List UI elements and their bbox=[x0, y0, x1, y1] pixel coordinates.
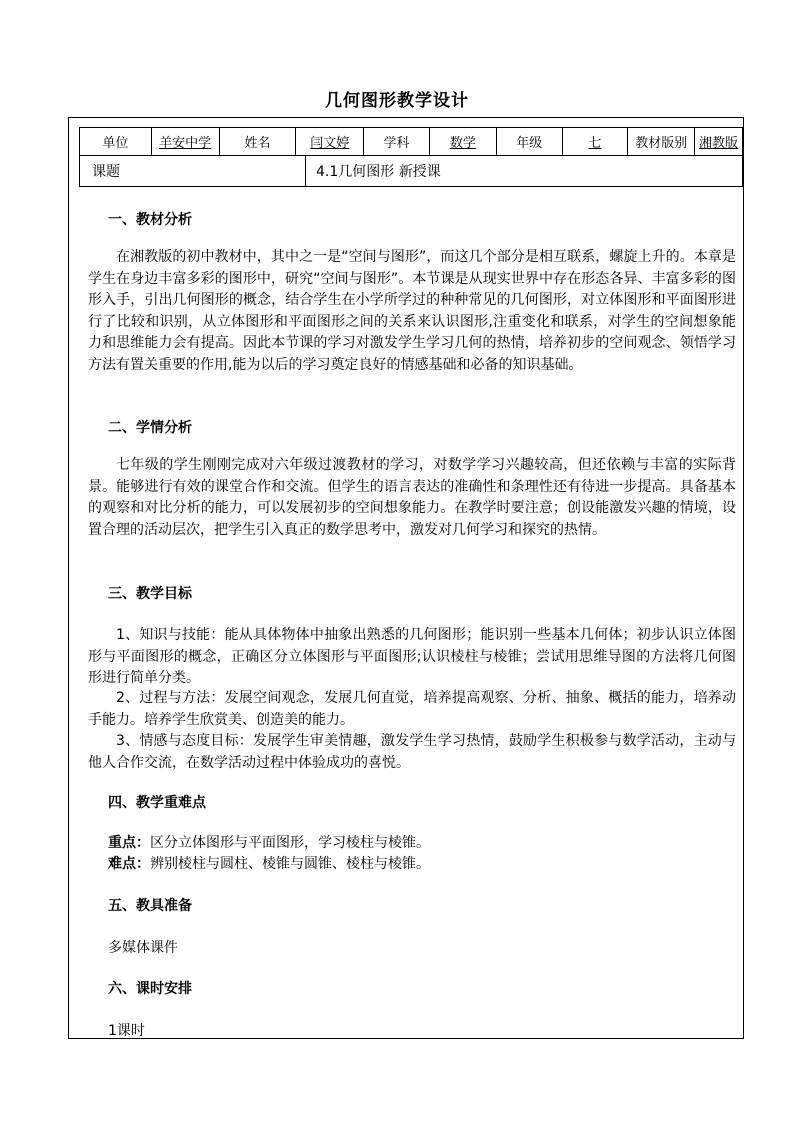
unit-value: 羊安中学 bbox=[152, 128, 220, 155]
document-title: 几何图形教学设计 bbox=[325, 91, 469, 111]
edition-label: 教材版别 bbox=[628, 128, 695, 155]
topic-value: 4.1几何图形 新授课 bbox=[316, 164, 441, 180]
section-2-text: 七年级的学生刚刚完成对六年级过渡教材的学习，对数学学习兴趣较高，但还依赖与丰富的实际背景。能够进行有效的课堂合作和交流。但学生的语言表达的准确性和条理性还有待进一步提高。具备基本的观察和对比分析的能力，可以发展初步的空间想象能力。在教学时要注意；创设能激发兴趣的情境，设置合理的活动层次，把学生引入真正的数学思考中，激发对几何学习和探究的热情。 bbox=[88, 457, 736, 538]
info-header-row bbox=[79, 127, 743, 156]
section-3-goal-3: 3、情感与态度目标：发展学生审美情趣，激发学生学习热情，鼓励学生积极参与数学活动，主动与他人合作交流，在数学活动过程中体验成功的喜悦。 bbox=[88, 733, 736, 771]
name-value: 闫文婷 bbox=[296, 128, 364, 155]
section-5-title: 五、教具准备 bbox=[108, 898, 192, 914]
section-1-text: 在湘教版的初中教材中，其中之一是“空间与图形”，而这几个部分是相互联系，螺旋上升的。本章是学生在身边丰富多彩的图形中，研究“空间与图形”。本节课是从现实世界中存在形态各异、丰富多彩的图形入手，引出几何图形的概念，结合学生在小学所学过的种种常见的几何图形，对立体图形和平面图形进行了比较和识别，从立体图形和平面图形之间的关系来认识图形,注重变化和联系，对学生的空间想象能力和思维能力会有提高。因此本节课的学习对激发学生学习几何的热情，培养初步的空间观念、领悟学习方法有置关重要的作用,能为以后的学习奠定良好的情感基础和必备的知识基础。 bbox=[88, 249, 736, 373]
edition-value: 湘教版 bbox=[699, 136, 739, 151]
section-4-title: 四、教学重难点 bbox=[108, 795, 206, 811]
key-point-label: 重点： bbox=[108, 835, 150, 851]
section-6-text: 1课时 bbox=[108, 1023, 145, 1039]
section-3-title: 三、教学目标 bbox=[108, 586, 192, 602]
grade-value: 七 bbox=[563, 128, 629, 155]
section-5-text: 多媒体课件 bbox=[108, 940, 178, 956]
difficult-point-text: 辨别棱柱与圆柱、棱锥与圆锥、棱柱与棱锥。 bbox=[150, 856, 430, 872]
subject-value: 数学 bbox=[430, 128, 497, 155]
subject-label: 学科 bbox=[364, 128, 430, 155]
key-point-line bbox=[108, 832, 430, 852]
difficult-point-line bbox=[108, 853, 430, 873]
section-6-title: 六、课时安排 bbox=[108, 981, 192, 997]
section-1-title: 一、教材分析 bbox=[108, 212, 192, 228]
section-2-title: 二、学情分析 bbox=[108, 420, 192, 436]
grade-label: 年级 bbox=[497, 128, 563, 155]
name-label: 姓名 bbox=[220, 128, 297, 155]
section-3-goal-1: 1、知识与技能：能从具体物体中抽象出熟悉的几何图形；能识别一些基本几何体；初步认识立体图形与平面图形的概念，正确区分立体图形与平面图形;认识棱柱与棱锥；尝试用思维导图的方法将几何图形进行简单分类。 bbox=[88, 627, 736, 686]
key-point-text: 区分立体图形与平面图形，学习棱柱与棱锥。 bbox=[150, 835, 430, 851]
difficult-point-label: 难点： bbox=[108, 856, 150, 872]
unit-label: 单位 bbox=[80, 128, 152, 155]
topic-label: 课题 bbox=[80, 156, 306, 186]
topic-row bbox=[79, 155, 743, 187]
section-3-goal-2: 2、过程与方法：发展空间观念，发展几何直觉，培养提高观察、分析、抽象、概括的能力，培养动手能力。培养学生欣赏美、创造美的能力。 bbox=[88, 690, 736, 728]
